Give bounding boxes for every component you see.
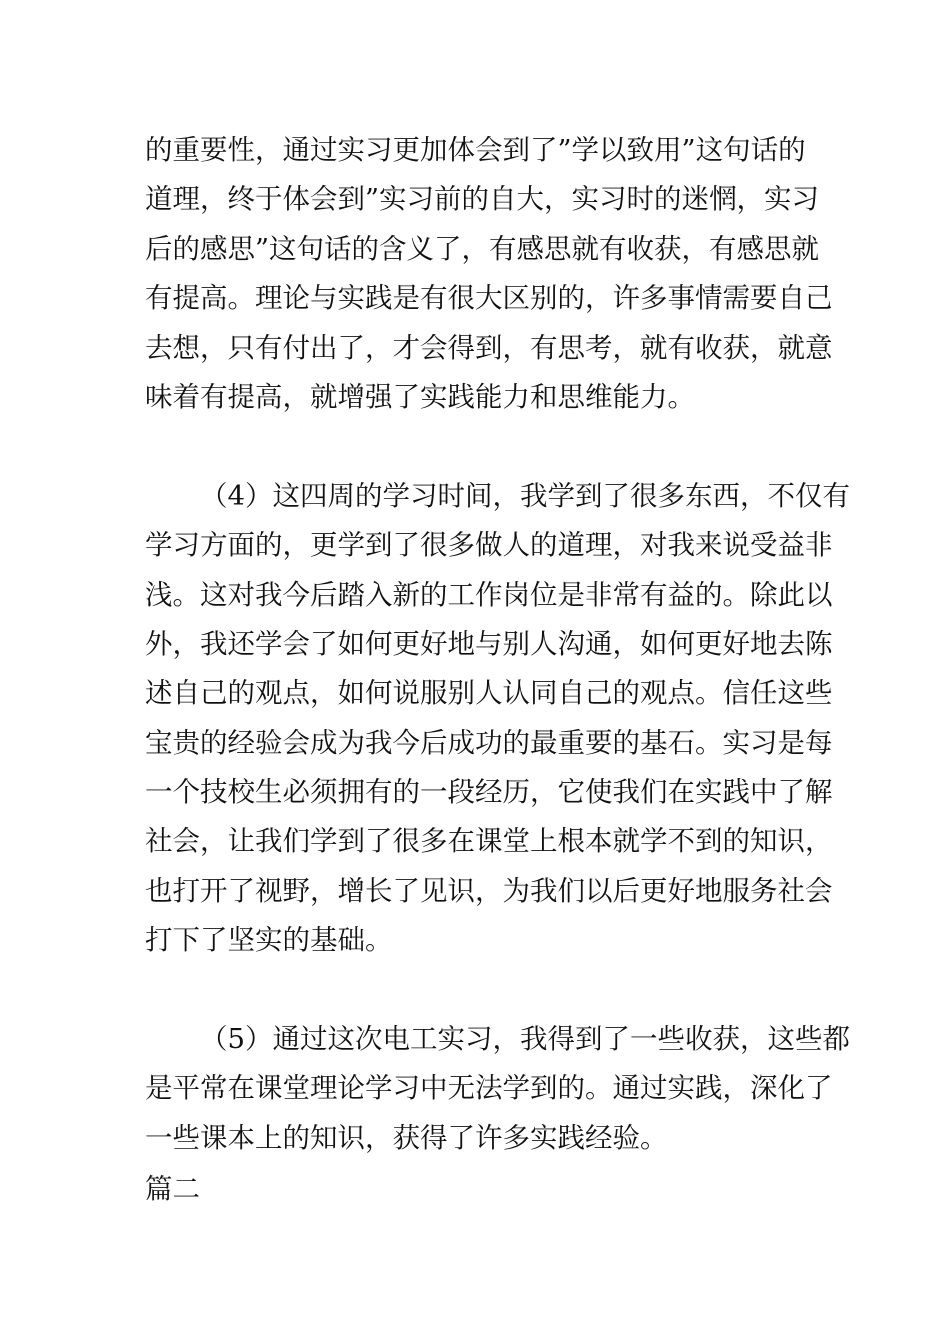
text-line: 学习方面的，更学到了很多做人的道理，对我来说受益非 — [145, 529, 833, 562]
text-line: （5）通过这次电工实习，我得到了一些收获，这些都 — [200, 1023, 850, 1056]
document-body — [145, 126, 850, 1215]
text-line: 味着有提高，就增强了实践能力和思维能力。 — [145, 380, 695, 413]
paragraph-point-5 — [145, 1015, 850, 1163]
text-line: 一些课本上的知识，获得了许多实践经验。 — [145, 1121, 668, 1154]
text-line: 道理，终于体会到”实习前的自大，实习时的迷惘，实习 — [145, 183, 820, 216]
text-line: 外，我还学会了如何更好地与别人沟通，如何更好地去陈 — [145, 627, 833, 660]
paragraph-point-4 — [145, 472, 850, 966]
paragraph-spacer — [145, 966, 807, 1015]
text-line: 浅。这对我今后踏入新的工作岗位是非常有益的。除此以 — [145, 578, 833, 611]
text-line: 打下了坚实的基础。 — [145, 924, 393, 957]
text-line: 有提高。理论与实践是有很大区别的，许多事情需要自己 — [145, 282, 833, 315]
section-heading: 篇二 — [145, 1173, 200, 1206]
text-line: 的重要性，通过实习更加体会到了”学以致用”这句话的 — [145, 134, 806, 166]
text-line: 社会，让我们学到了很多在课堂上根本就学不到的知识， — [145, 825, 833, 858]
paragraph-spacer — [145, 422, 807, 471]
text-line: 去想，只有付出了，才会得到，有思考，就有收获，就意 — [145, 331, 833, 364]
text-line: 一个技校生必须拥有的一段经历，它使我们在实践中了解 — [145, 776, 833, 809]
text-line: （4）这四周的学习时间，我学到了很多东西，不仅有 — [200, 479, 850, 512]
text-line: 是平常在课堂理论学习中无法学到的。通过实践，深化了 — [145, 1072, 833, 1105]
paragraph-internship-reflection — [145, 126, 833, 422]
text-line: 后的感思”这句话的含义了，有感思就有收获，有感思就 — [145, 232, 820, 265]
text-line: 宝贵的经验会成为我今后成功的最重要的基石。实习是每 — [145, 726, 833, 759]
text-line: 述自己的观点，如何说服别人认同自己的观点。信任这些 — [145, 677, 833, 710]
text-line: 也打开了视野，增长了见识，为我们以后更好地服务社会 — [145, 874, 833, 907]
